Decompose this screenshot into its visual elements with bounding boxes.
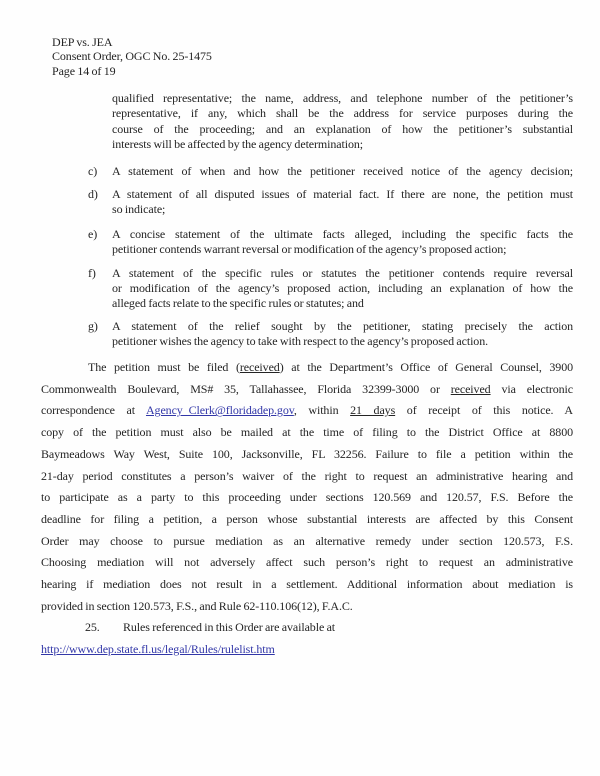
list-item-b-continuation <box>112 91 573 153</box>
underlined-text: 21 days <box>350 403 396 418</box>
item-label: g) <box>88 319 98 333</box>
paragraph-line: or modification of the agency’s proposed action, including an explanation of how the <box>112 281 573 296</box>
item-label: f) <box>88 266 96 280</box>
paragraph-line <box>41 357 573 379</box>
underlined-text: received <box>239 360 280 374</box>
list-item-d <box>88 187 573 217</box>
paragraph-line: petitioner contends warrant reversal or modification of the agency’s proposed action; <box>112 242 507 257</box>
list-item-e <box>88 227 573 257</box>
paragraph-line: A statement of when and how the petitioner received notice of the agency decision; <box>112 164 573 178</box>
list-item-g <box>88 319 573 349</box>
list-item-c <box>88 164 573 179</box>
paragraph-line: Choosing mediation will not adversely affect such person’s right to request an administrative <box>41 555 573 570</box>
case-title: DEP vs. JEA <box>52 35 113 49</box>
document-title: Consent Order, OGC No. 25-1475 <box>52 49 212 64</box>
paragraph-line: Baymeadows Way West, Suite 100, Jacksonville, FL 32256. Failure to file a petition within the <box>41 446 573 461</box>
text-run: ) at the Department’s Office of General Counsel, 3900 <box>279 360 573 374</box>
paragraph-line: so indicate; <box>112 202 166 217</box>
rules-url-link[interactable]: http://www.dep.state.fl.us/legal/Rules/rulelist.htm <box>41 642 275 656</box>
list-item-f <box>88 266 573 312</box>
paragraph-line: A statement of the relief sought by the petitioner, stating precisely the action <box>112 319 573 333</box>
paragraph-line: petitioner wishes the agency to take with respect to the agency’s proposed action. <box>112 334 489 349</box>
paragraph-line: A concise statement of the ultimate facts alleged, including the specific facts the <box>112 227 573 241</box>
text-run: Commonwealth Boulevard, MS# 35, Tallahassee, Florida 32399-3000 or <box>41 381 451 396</box>
paragraph-line: alleged facts relate to the specific rules or statutes; and <box>112 296 364 311</box>
rules-url-line <box>41 642 275 657</box>
item-label: d) <box>88 187 98 201</box>
item-label: e) <box>88 227 98 241</box>
text-run: The petition must be filed ( <box>88 360 240 374</box>
item-label: c) <box>88 164 98 178</box>
paragraph-line: 21-day period constitutes a person’s waiver of the right to request an administrative hearing and <box>41 468 573 483</box>
paragraph-line: A statement of all disputed issues of material fact. If there are none, the petition must <box>112 187 573 201</box>
paragraph-line: copy of the petition must also be mailed at the time of filing to the District Office at 8800 <box>41 425 573 440</box>
paragraph-text: Rules referenced in this Order are available at <box>123 620 336 634</box>
text-run: of receipt of this notice. A <box>395 403 573 418</box>
paragraph-line <box>41 379 573 401</box>
paragraph-line: A statement of the specific rules or statutes the petitioner contends require reversal <box>112 266 573 280</box>
paragraph-line: course of the proceeding; and an explanation of how the petitioner’s substantial <box>112 121 573 136</box>
paragraph-line: deadline for filing a petition, a person whose substantial interests are affected by this Consent <box>41 511 573 526</box>
paragraph-line <box>41 400 573 422</box>
page-header <box>52 35 212 78</box>
page-number: Page 14 of 19 <box>52 63 116 78</box>
text-run: via electronic <box>490 381 574 396</box>
text-run: , within <box>293 403 351 418</box>
petition-filing-paragraph <box>41 357 573 617</box>
text-run: correspondence at <box>41 403 146 418</box>
paragraph-line: qualified representative; the name, address, and telephone number of the petitioner’s <box>112 91 573 105</box>
paragraph-line: interests will be affected by the agency determination; <box>112 137 364 152</box>
numbered-paragraph-25 <box>85 620 335 635</box>
paragraph-line: to participate as a party to this proceeding under sections 120.569 and 120.57, F.S. Before the <box>41 490 573 505</box>
paragraph-line: representative, if any, which shall be the address for service purposes during the <box>112 106 573 121</box>
paragraph-line: provided in section 120.573, F.S., and Rule 62-110.106(12), F.A.C. <box>41 598 353 613</box>
underlined-text: received <box>450 381 491 396</box>
paragraph-number: 25. <box>85 620 100 634</box>
paragraph-line: Order may choose to pursue mediation as an alternative remedy under section 120.573, F.S. <box>41 533 573 548</box>
agency-clerk-email-link[interactable]: Agency_Clerk@floridadep.gov <box>145 403 294 418</box>
paragraph-line: hearing if mediation does not result in a settlement. Additional information about mediation is <box>41 577 573 592</box>
